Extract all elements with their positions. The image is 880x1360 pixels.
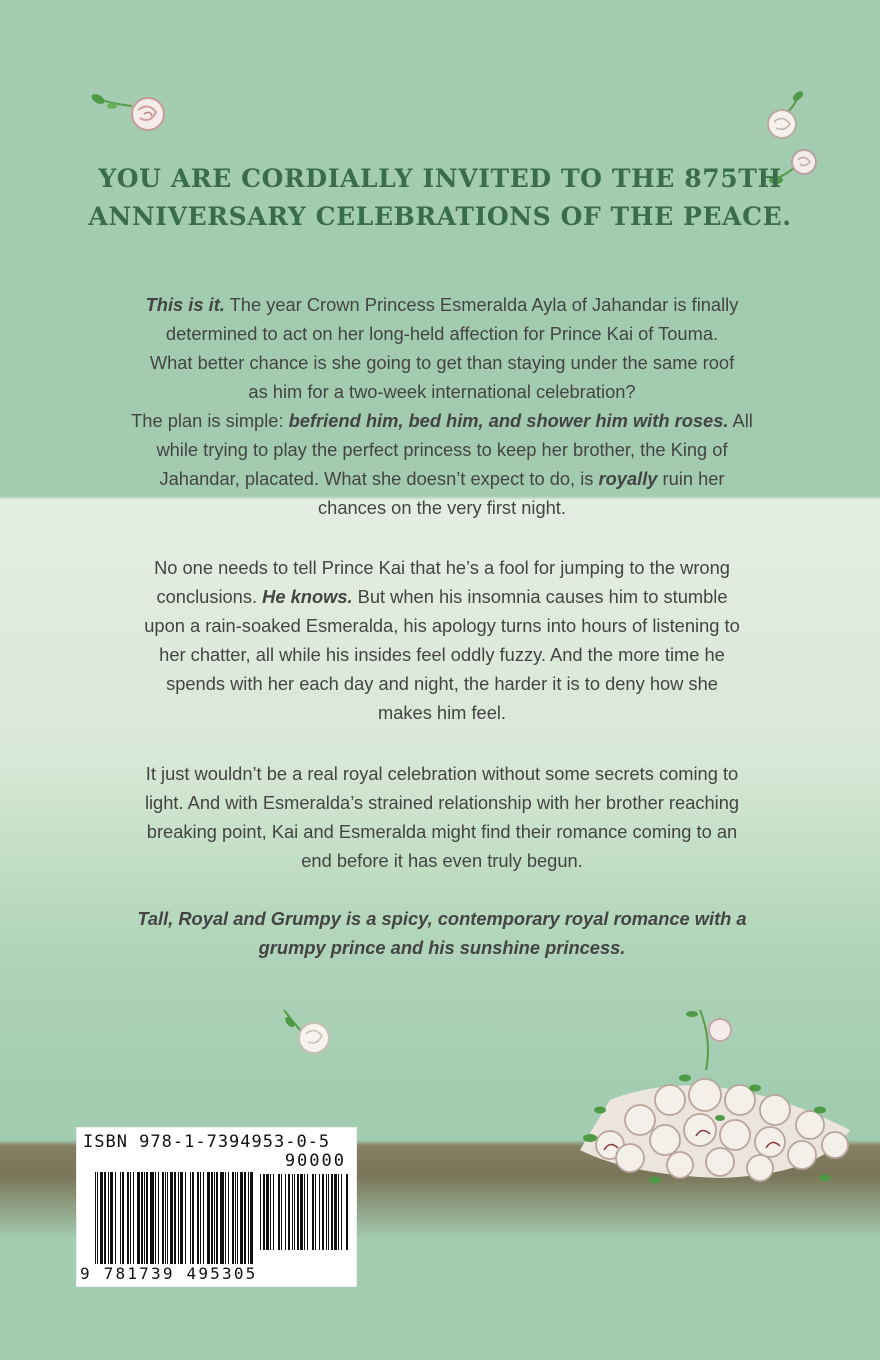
tagline-line-2: grumpy prince and his sunshine princess.	[258, 937, 626, 958]
barcode-bar	[165, 1172, 166, 1264]
blurb-line: makes him feel.	[377, 702, 506, 723]
rose-sprig-middle	[278, 1004, 338, 1064]
blurb-line: end before it has even truly begun.	[301, 850, 583, 871]
barcode-bar	[158, 1172, 159, 1264]
barcode-bar	[197, 1172, 199, 1264]
blurb-text: Jahandar, placated. What she doesn’t expect to do, is	[159, 468, 599, 489]
blurb-text: All	[728, 410, 753, 431]
barcode-bar	[338, 1174, 339, 1250]
barcode-bar	[232, 1172, 234, 1264]
barcode-bar	[216, 1172, 218, 1264]
ean-bars	[95, 1172, 255, 1264]
isbn-label: ISBN 978-1-7394953-0-5	[83, 1132, 331, 1152]
blurb-line	[112, 290, 772, 319]
barcode-bar	[155, 1172, 156, 1264]
blurb-text: conclusions.	[156, 586, 263, 607]
barcode-bar	[167, 1172, 168, 1264]
barcode-bar	[266, 1174, 269, 1250]
barcode-bar	[273, 1174, 274, 1250]
lead-emphasis: This is it.	[145, 294, 225, 315]
barcode-bar	[270, 1174, 271, 1250]
barcode-bar	[260, 1174, 261, 1250]
barcode-bar	[235, 1172, 236, 1264]
blurb-line: her chatter, all while his insides feel oddly fuzzy. And the more time he	[159, 644, 725, 665]
tagline	[112, 904, 772, 962]
rose-pile	[570, 1000, 870, 1200]
barcode-bar	[244, 1172, 246, 1264]
barcode-bar	[288, 1174, 290, 1250]
barcode-bar	[220, 1172, 224, 1264]
blurb-line: light. And with Esmeralda’s strained relationship with her brother reaching	[144, 792, 740, 813]
blurb-text: The plan is simple:	[131, 410, 289, 431]
blurb-line: chances on the very first night.	[318, 497, 566, 518]
barcode-bar	[200, 1172, 201, 1264]
barcode-bar	[170, 1172, 173, 1264]
barcode-bar	[281, 1174, 282, 1250]
barcode-bar	[104, 1172, 106, 1264]
barcode-bar	[300, 1174, 303, 1250]
barcode-bar	[207, 1172, 210, 1264]
barcode-bar	[150, 1172, 154, 1264]
blurb-line: while trying to play the perfect princess to keep her brother, the King of	[156, 439, 728, 460]
barcode-bar	[312, 1174, 314, 1250]
blurb-line: No one needs to tell Prince Kai that he’s a fool for jumping to the wrong	[154, 557, 730, 578]
barcode-bar	[122, 1172, 124, 1264]
barcode-bar	[285, 1174, 286, 1250]
barcode-bar	[144, 1172, 145, 1264]
barcode-bar	[214, 1172, 215, 1264]
barcode-bar	[100, 1172, 103, 1264]
barcode-bar	[346, 1174, 348, 1250]
barcode-bar	[180, 1172, 183, 1264]
barcode-bar	[133, 1172, 134, 1264]
rose-sprig-top-left	[84, 84, 174, 144]
headline-line-1: YOU ARE CORDIALLY INVITED TO THE 875TH	[98, 164, 782, 193]
barcode-bar	[108, 1172, 109, 1264]
barcode-bar	[294, 1174, 295, 1250]
barcode-bar	[141, 1172, 143, 1264]
isbn-barcode	[76, 1127, 357, 1287]
barcode-bar	[328, 1174, 329, 1250]
price-code: 90000	[284, 1151, 346, 1171]
barcode-bar	[307, 1174, 308, 1250]
plan-emphasis: befriend him, bed him, and shower him with roses.	[288, 410, 729, 431]
barcode-bar	[146, 1172, 148, 1264]
ean-number: 9 781739 495305	[80, 1264, 258, 1283]
barcode-bar	[315, 1174, 316, 1250]
barcode-bar	[178, 1172, 179, 1264]
barcode-bar	[110, 1172, 113, 1264]
barcode-bar	[192, 1172, 194, 1264]
barcode-bar	[240, 1172, 243, 1264]
headline-line-2: ANNIVERSARY CELEBRATIONS OF THE PEACE.	[88, 202, 792, 231]
barcode-bar	[162, 1172, 164, 1264]
barcode-bar	[250, 1172, 253, 1264]
blurb-line	[112, 464, 772, 493]
blurb-line: upon a rain-soaked Esmeralda, his apology turns into hours of listening to	[144, 615, 740, 636]
barcode-bar	[225, 1172, 226, 1264]
barcode-bar	[211, 1172, 213, 1264]
barcode-bar	[237, 1172, 238, 1264]
barcode-bar	[263, 1174, 265, 1250]
blurb-line: It just wouldn’t be a real royal celebration without some secrets coming to	[145, 763, 739, 784]
price-code-bars	[260, 1174, 350, 1250]
blurb-paragraph-1	[112, 290, 772, 522]
barcode-bar	[297, 1174, 299, 1250]
blurb-text: The year Crown Princess Esmeralda Ayla of Jahandar is finally	[224, 294, 739, 315]
barcode-bar	[292, 1174, 293, 1250]
invitation-headline	[0, 160, 880, 236]
blurb-line	[112, 582, 772, 611]
blurb-line: determined to act on her long-held affection for Prince Kai of Touma.	[165, 323, 719, 344]
barcode-bar	[127, 1172, 129, 1264]
barcode-bar	[319, 1174, 320, 1250]
barcode-bar	[331, 1174, 333, 1250]
barcode-bar	[97, 1172, 98, 1264]
he-knows-emphasis: He knows.	[262, 586, 353, 607]
barcode-bar	[304, 1174, 305, 1250]
barcode-bar	[326, 1174, 327, 1250]
barcode-bar	[341, 1174, 342, 1250]
royally-emphasis: royally	[598, 468, 658, 489]
barcode-bar	[190, 1172, 191, 1264]
barcode-bar	[278, 1174, 280, 1250]
barcode-bar	[115, 1172, 116, 1264]
blurb-line	[112, 406, 772, 435]
barcode-bar	[185, 1172, 186, 1264]
blurb-line: breaking point, Kai and Esmeralda might find their romance coming to an	[146, 821, 738, 842]
barcode-bar	[130, 1172, 131, 1264]
barcode-bar	[174, 1172, 176, 1264]
blurb-line: spends with her each day and night, the harder it is to deny how she	[166, 673, 718, 694]
blurb-paragraph-3	[112, 759, 772, 875]
blurb-text: But when his insomnia causes him to stumble	[352, 586, 728, 607]
blurb-paragraph-2	[112, 553, 772, 727]
barcode-bar	[120, 1172, 121, 1264]
tagline-line-1: Tall, Royal and Grumpy is a spicy, contemporary royal romance with a	[137, 908, 747, 929]
barcode-bar	[334, 1174, 337, 1250]
barcode-bar	[322, 1174, 324, 1250]
blurb-line: as him for a two-week international celebration?	[248, 381, 636, 402]
barcode-bar	[137, 1172, 140, 1264]
barcode-bar	[95, 1172, 96, 1264]
blurb-line: What better chance is she going to get than staying under the same roof	[149, 352, 735, 373]
barcode-bar	[203, 1172, 204, 1264]
barcode-bar	[228, 1172, 229, 1264]
barcode-bar	[248, 1172, 249, 1264]
blurb-text: ruin her	[657, 468, 725, 489]
